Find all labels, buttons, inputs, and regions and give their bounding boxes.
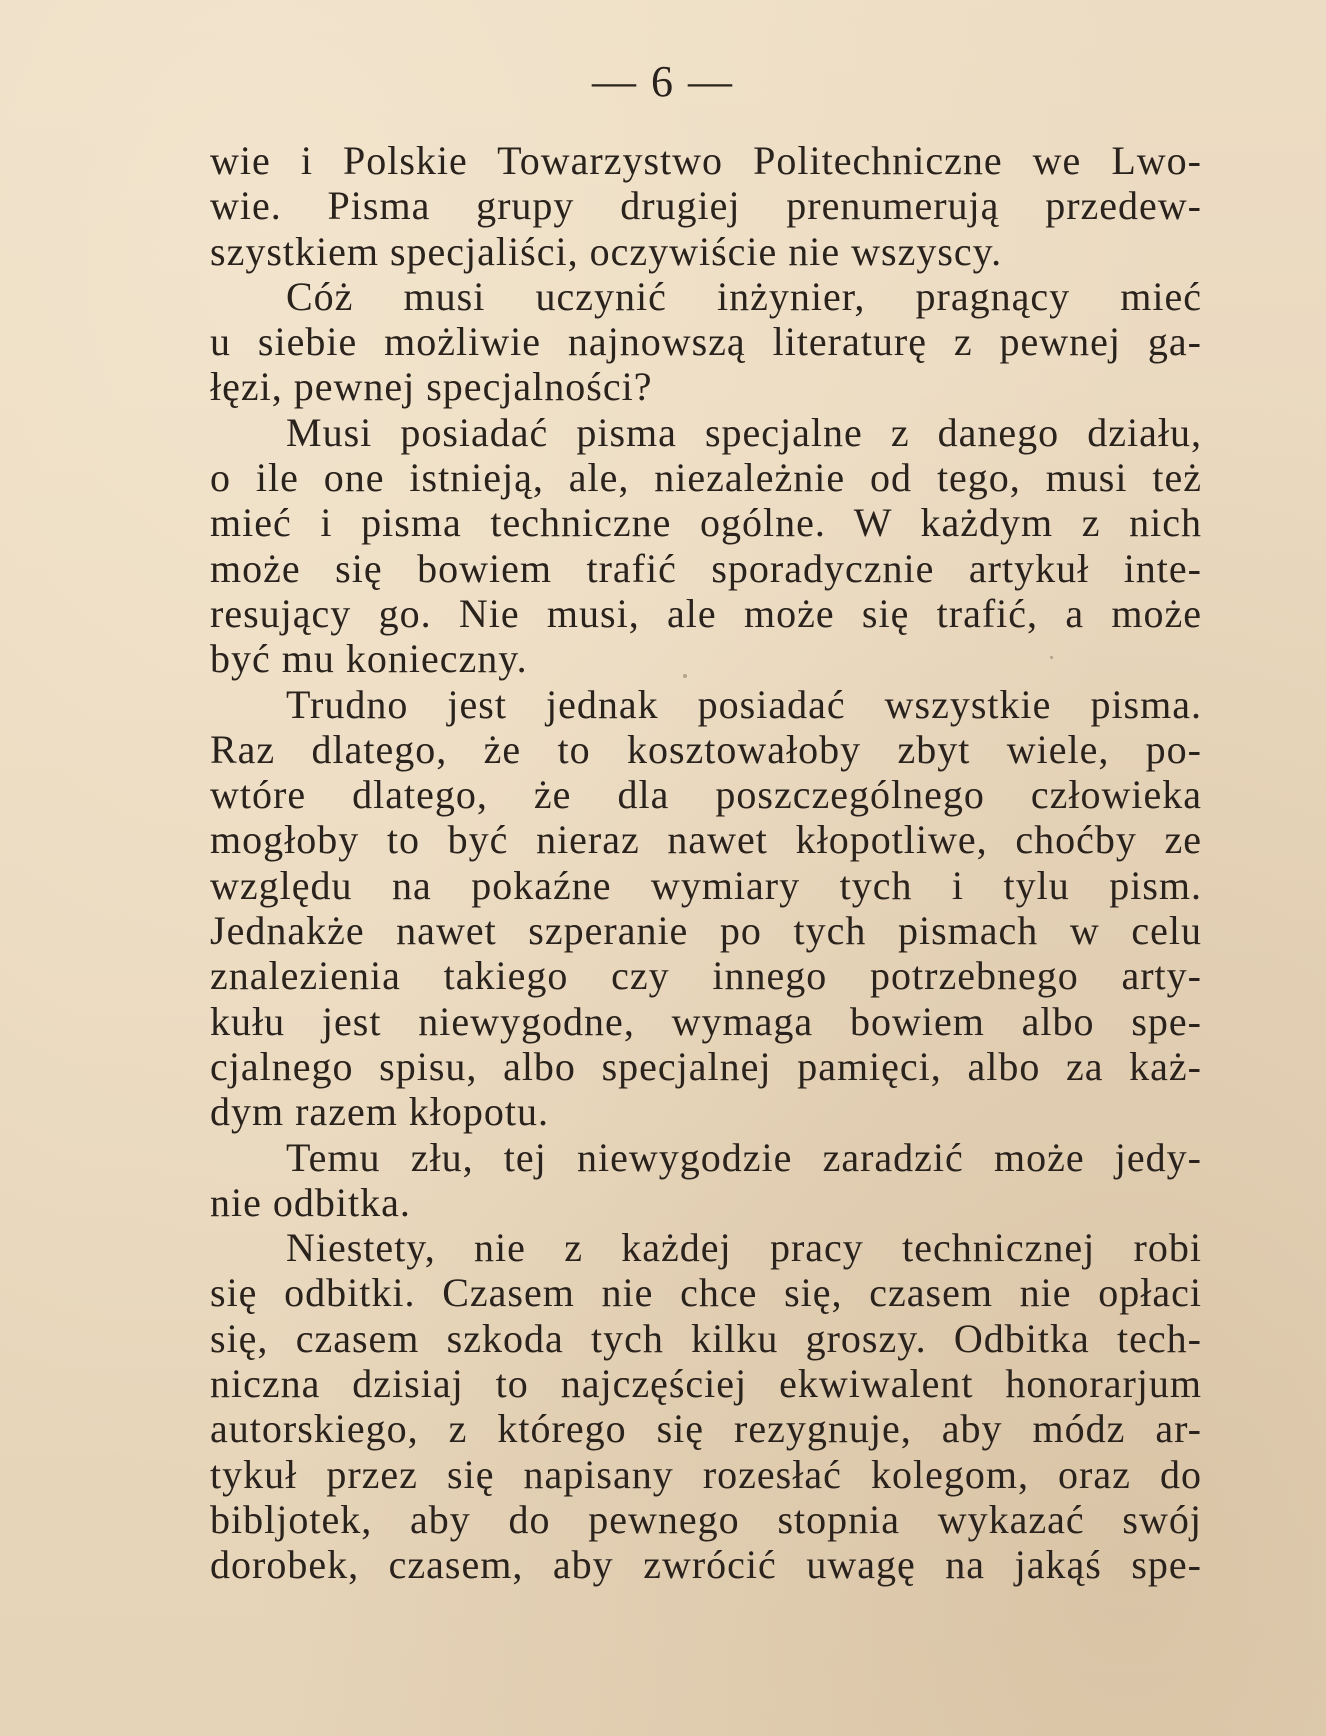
- text-line: mieć i pisma techniczne ogólne. W każdym z nich: [210, 500, 1202, 546]
- text-line: się, czasem szkoda tych kilku groszy. Odbitka tech-: [210, 1315, 1202, 1361]
- text-line: Jednakże nawet szperanie po tych pismach w celu: [210, 908, 1202, 954]
- body-text: [210, 138, 1202, 1588]
- text-line: Temu złu, tej niewygodzie zaradzić może jedy-: [286, 1134, 1202, 1180]
- text-line: o ile one istnieją, ale, niezależnie od tego, musi też: [210, 455, 1202, 501]
- text-line: łęzi, pewnej specjalności?: [210, 364, 653, 410]
- text-line: nie odbitka.: [210, 1179, 411, 1225]
- text-line: niczna dzisiaj to najczęściej ekwiwalent honorarjum: [210, 1361, 1202, 1407]
- text-line: Musi posiadać pisma specjalne z danego działu,: [286, 409, 1202, 455]
- text-line: się odbitki. Czasem nie chce się, czasem nie opłaci: [210, 1270, 1202, 1316]
- text-line: dorobek, czasem, aby zwrócić uwagę na jakąś spe-: [210, 1542, 1202, 1588]
- paper-speck: [1050, 656, 1053, 659]
- text-line: mogłoby to być nieraz nawet kłopotliwe, choćby ze: [210, 817, 1202, 863]
- text-line: u siebie możliwie najnowszą literaturę z pewnej ga-: [210, 319, 1202, 365]
- paper-speck: [683, 674, 687, 678]
- text-line: względu na pokaźne wymiary tych i tylu pism.: [210, 862, 1202, 908]
- text-line: wtóre dlatego, że dla poszczególnego człowieka: [210, 772, 1202, 818]
- paper-speck: [1121, 897, 1124, 900]
- text-line: Niestety, nie z każdej pracy technicznej robi: [286, 1225, 1202, 1271]
- text-line: Cóż musi uczynić inżynier, pragnący mieć: [286, 273, 1202, 319]
- text-line: cjalnego spisu, albo specjalnej pamięci, albo za każ-: [210, 1043, 1202, 1089]
- text-line: kułu jest niewygodne, wymaga bowiem albo spe-: [210, 998, 1202, 1044]
- text-line: szystkiem specjaliści, oczywiście nie wszyscy.: [210, 228, 1003, 274]
- text-line: może się bowiem trafić sporadycznie artykuł inte-: [210, 545, 1202, 591]
- text-line: bibljotek, aby do pewnego stopnia wykazać swój: [210, 1496, 1202, 1542]
- text-line: dym razem kłopotu.: [210, 1089, 550, 1135]
- text-line: znalezienia takiego czy innego potrzebnego arty-: [210, 953, 1202, 999]
- text-line: tykuł przez się napisany rozesłać kolegom, oraz do: [210, 1451, 1202, 1497]
- text-line: Trudno jest jednak posiadać wszystkie pisma.: [286, 681, 1202, 727]
- text-line: wie i Polskie Towarzystwo Politechniczne we Lwo-: [210, 138, 1202, 183]
- text-line: autorskiego, z którego się rezygnuje, aby módz ar-: [210, 1406, 1202, 1452]
- text-line: Raz dlatego, że to kosztowałoby zbyt wiele, po-: [210, 726, 1202, 772]
- text-line: być mu konieczny.: [210, 636, 528, 682]
- text-line: wie. Pisma grupy drugiej prenumerują przedew-: [210, 183, 1202, 229]
- text-line: resujący go. Nie musi, ale może się trafić, a może: [210, 590, 1202, 636]
- page-number: — 6 —: [592, 57, 734, 106]
